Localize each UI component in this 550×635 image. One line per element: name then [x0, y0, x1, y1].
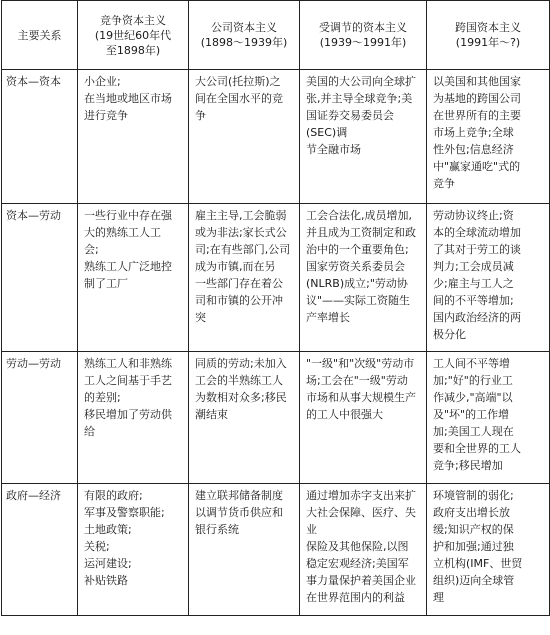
header-row: [2, 1, 550, 70]
cell-line: 国证券交易委员会(SEC)调: [306, 109, 394, 139]
row-capital-capital: [2, 70, 550, 204]
cell-line: 稳定宏观经济;美国军: [306, 557, 409, 570]
cell-line: 给: [84, 425, 95, 438]
cell-line: 治中的一个重要角色;: [306, 243, 409, 256]
cell-line: 在当地或地区市场: [84, 92, 172, 105]
cell-line: 缓;知识产权的保: [433, 523, 514, 536]
table-cell: [78, 204, 189, 352]
cell-line: 在世界范围内的利益: [306, 591, 405, 604]
cell-line: 议"——实际工资随生: [306, 294, 411, 307]
table-cell: [427, 70, 550, 204]
cell-line: 同质的劳动;未加入: [195, 357, 287, 370]
cell-line: 要和全世界的工人: [433, 442, 521, 455]
cell-line: 争: [195, 109, 206, 122]
cell-line: 政府支出增长放: [433, 506, 510, 519]
cell-line: 立机构(IMF、世贸: [433, 557, 523, 570]
table-cell: [78, 352, 189, 484]
cell-line: 极分化: [433, 328, 466, 341]
cell-line: 成为市镇,而在另: [195, 260, 276, 273]
cell-line: 了其对于劳工的谈: [433, 243, 521, 256]
cell-line: 产率增长: [306, 311, 350, 324]
cell-line: 事力量保护着美国企业: [306, 574, 416, 587]
cell-line: 司和市镇的公开冲: [195, 294, 283, 307]
header-label: 主要关系: [17, 28, 62, 42]
cell-line: 通过增加赤字支出来扩: [306, 489, 416, 502]
cell-line: 制了工厂: [84, 277, 128, 290]
cell-line: 工人之间基于手艺: [84, 374, 172, 387]
cell-line: 工会合法化,成员增加,: [306, 209, 412, 222]
table-cell: [427, 484, 550, 616]
row-label: [2, 352, 78, 484]
cell-line: 劳动协议终止;资: [433, 209, 514, 222]
cell-line: "一级"和"次级"劳动市: [306, 357, 415, 370]
cell-line: 受调节的资本主义: [319, 21, 407, 34]
row-label-text: 资本—资本: [6, 75, 61, 88]
cell-line: 跨国资本主义: [455, 21, 521, 34]
cell-line: 大的熟练工人工: [84, 226, 161, 239]
cell-line: 工人间不平等增: [433, 357, 510, 370]
table-cell: [300, 70, 427, 204]
cell-line: 护和加强;通过独: [433, 540, 514, 553]
table-cell: [427, 204, 550, 352]
cell-line: 银行系统: [195, 523, 239, 536]
cell-line: 保险及其他保险,以图: [306, 540, 409, 553]
row-labor-labor: [2, 352, 550, 484]
table-cell: [300, 204, 427, 352]
cell-line: 至1898年): [105, 43, 161, 57]
cell-line: 市场上竞争;全球: [433, 126, 514, 139]
table-cell: [300, 484, 427, 616]
cell-line: 节全融市场: [306, 143, 361, 156]
cell-line: 竞争资本主义: [100, 13, 166, 27]
row-government-economy: [2, 484, 550, 616]
cell-line: 小企业;: [84, 75, 121, 88]
row-label-text: 劳动—劳动: [6, 357, 61, 370]
cell-line: 移民增加了劳动供: [84, 408, 172, 421]
cell-line: 熟练工人广泛地控: [84, 260, 172, 273]
cell-line: 关税;: [84, 540, 110, 553]
cell-line: 突: [195, 311, 206, 324]
cell-line: (1991年～?): [455, 36, 521, 49]
cell-line: 美国的大公司向全球扩: [306, 75, 416, 88]
cell-line: 竞争;移民增加: [433, 459, 503, 472]
header-regulated-capitalism: [300, 1, 427, 70]
cell-line: (1939～1991年): [319, 36, 407, 49]
cell-line: 国家劳资关系委员会: [306, 260, 405, 273]
cell-line: 的差别;: [84, 391, 121, 404]
cell-line: 潮结束: [195, 408, 228, 421]
cell-line: 组织)迈向全球管: [433, 574, 515, 587]
cell-line: 熟练工人和非熟练: [84, 357, 172, 370]
header-main-relation: [2, 1, 78, 70]
cell-line: (1898～1939年): [200, 36, 288, 49]
table-cell: [300, 352, 427, 484]
cell-line: 性外包;信息经济: [433, 143, 514, 156]
row-label-text: 政府—经济: [6, 489, 61, 502]
cell-line: 加;美国工人现在: [433, 425, 514, 438]
cell-line: 一些行业中存在强: [84, 209, 172, 222]
cell-line: 本的全球流动增加: [433, 226, 521, 239]
cell-line: 国内政治经济的两: [433, 311, 521, 324]
cell-line: 少;雇主与工人之: [433, 277, 514, 290]
cell-line: 以调节货币供应和: [195, 506, 283, 519]
cell-line: 或为非法;家长式公: [195, 226, 287, 239]
comparison-table: [1, 0, 550, 616]
cell-line: 加;"好"的行业工: [433, 374, 513, 387]
cell-line: 补贴铁路: [84, 574, 128, 587]
cell-line: 公司资本主义: [211, 21, 277, 34]
cell-line: 会;: [84, 243, 99, 256]
cell-line: 理: [433, 591, 444, 604]
cell-line: 工会的半熟练工人: [195, 374, 283, 387]
cell-line: 运河建设;: [84, 557, 132, 570]
cell-line: 建立联邦储备制度: [195, 489, 283, 502]
cell-line: 为基地的跨国公司: [433, 92, 521, 105]
cell-line: 间的不平等增加;: [433, 294, 514, 307]
cell-line: 为数相对众多;移民: [195, 391, 287, 404]
table-cell: [78, 484, 189, 616]
cell-line: 中"赢家通吃"式的: [433, 160, 521, 173]
table-cell: [189, 204, 300, 352]
cell-line: 大公司(托拉斯)之: [195, 75, 281, 88]
cell-line: (19世纪60年代: [94, 28, 172, 42]
header-transnational-capitalism: [427, 1, 550, 70]
table-cell: [189, 70, 300, 204]
row-label: [2, 204, 78, 352]
row-label-text: 资本—劳动: [6, 209, 61, 222]
table-cell: [427, 352, 550, 484]
table-cell: [78, 70, 189, 204]
cell-line: 判力;工会成员减: [433, 260, 514, 273]
cell-line: 的工人中很强大: [306, 408, 383, 421]
table-cell: [189, 352, 300, 484]
cell-line: 军事及警察职能;: [84, 506, 165, 519]
cell-line: 市场和从事大规模生产: [306, 391, 416, 404]
header-competitive-capitalism: [78, 1, 189, 70]
row-capital-labor: [2, 204, 550, 352]
cell-line: 并且成为工资制定和政: [306, 226, 416, 239]
cell-line: 大社会保障、医疗、失业: [306, 506, 416, 536]
cell-line: 及"坏"的工作增: [433, 408, 510, 421]
row-label: [2, 70, 78, 204]
cell-line: 进行竞争: [84, 109, 128, 122]
cell-line: 雇主主导,工会脆弱: [195, 209, 287, 222]
cell-line: 竞争: [433, 177, 455, 190]
cell-line: 间在全国水平的竞: [195, 92, 283, 105]
cell-line: 在世界所有的主要: [433, 109, 521, 122]
cell-line: 一些部门存在着公: [195, 277, 283, 290]
cell-line: 张,并主导全球竞争;美: [306, 92, 413, 105]
header-corporate-capitalism: [189, 1, 300, 70]
cell-line: 环境管制的弱化;: [433, 489, 514, 502]
cell-line: 土地政策;: [84, 523, 132, 536]
cell-line: (NLRB)成立;"劳动协: [306, 277, 408, 290]
cell-line: 作减少,"高端"以: [433, 391, 513, 404]
table-cell: [189, 484, 300, 616]
cell-line: 以美国和其他国家: [433, 75, 521, 88]
cell-line: 场;工会在"一级"劳动: [306, 374, 408, 387]
cell-line: 司;在有些部门,公司: [195, 243, 291, 256]
row-label: [2, 484, 78, 616]
cell-line: 有限的政府;: [84, 489, 143, 502]
